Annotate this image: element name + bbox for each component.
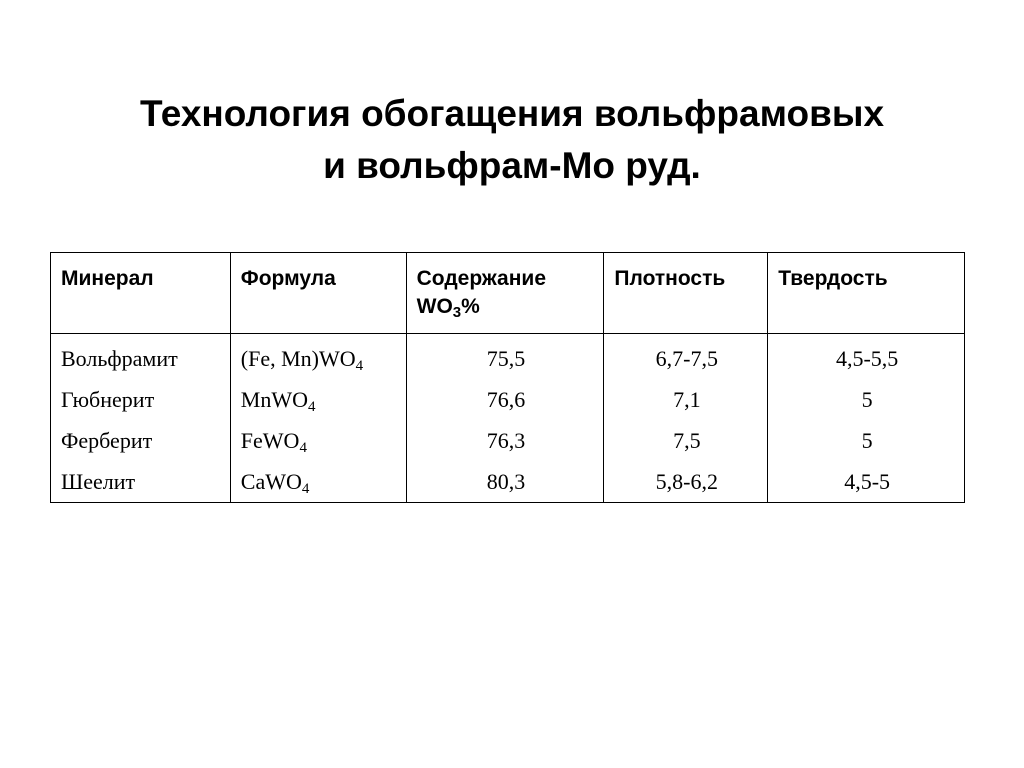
wo3-cell: 75,5 <box>486 346 526 371</box>
slide-title-line-2: и вольфрам-Мо руд. <box>323 145 701 186</box>
hardness-cell: 4,5-5,5 <box>835 346 899 371</box>
formula-subscript: 4 <box>355 358 364 374</box>
density-column <box>604 334 768 503</box>
hardness-column <box>768 334 965 503</box>
header-density: Плотность <box>604 253 768 334</box>
formula-cell <box>241 461 398 502</box>
slide-title <box>0 88 1024 192</box>
formula-subscript: 4 <box>299 440 307 456</box>
wo3-cell: 80,3 <box>486 469 526 494</box>
header-wo3-content-line1: Содержание <box>416 267 547 290</box>
header-wo3-content-tail: % <box>461 295 480 318</box>
header-formula: Формула <box>230 253 406 334</box>
mineral-table <box>50 252 965 503</box>
mineral-cell: Гюбнерит <box>61 387 155 412</box>
formula-base: FeWO <box>240 428 300 453</box>
header-mineral: Минерал <box>51 253 231 334</box>
density-cell: 5,8-6,2 <box>655 469 718 494</box>
formula-base: (Fe, Mn)WO <box>240 346 356 371</box>
formula-cell <box>241 420 398 461</box>
density-cell: 7,1 <box>673 387 701 412</box>
mineral-column <box>51 334 231 503</box>
mineral-cell: Шеелит <box>61 469 136 494</box>
header-wo3-content <box>406 253 604 334</box>
wo3-cell: 76,3 <box>486 428 526 453</box>
formula-cell <box>241 379 398 420</box>
mineral-cell: Вольфрамит <box>61 346 178 371</box>
hardness-cell: 5 <box>861 387 873 412</box>
slide-title-line-1: Технология обогащения вольфрамовых <box>139 93 885 134</box>
wo3-column <box>406 334 604 503</box>
density-cell: 7,5 <box>673 428 701 453</box>
header-wo3-content-sub: 3 <box>452 304 462 321</box>
formula-base: CaWO <box>240 469 302 494</box>
hardness-cell: 4,5-5 <box>844 469 891 494</box>
header-hardness: Твердость <box>768 253 965 334</box>
hardness-cell: 5 <box>861 428 873 453</box>
formula-subscript: 4 <box>308 399 316 415</box>
formula-base: MnWO <box>240 387 309 412</box>
formula-subscript: 4 <box>301 481 310 497</box>
table-body-row <box>51 334 965 503</box>
mineral-cell: Ферберит <box>61 428 153 453</box>
table-header-row <box>51 253 965 334</box>
formula-column <box>230 334 406 503</box>
wo3-cell: 76,6 <box>486 387 526 412</box>
formula-cell <box>241 338 398 379</box>
header-wo3-content-base: WO <box>416 295 453 318</box>
density-cell: 6,7-7,5 <box>655 346 718 371</box>
